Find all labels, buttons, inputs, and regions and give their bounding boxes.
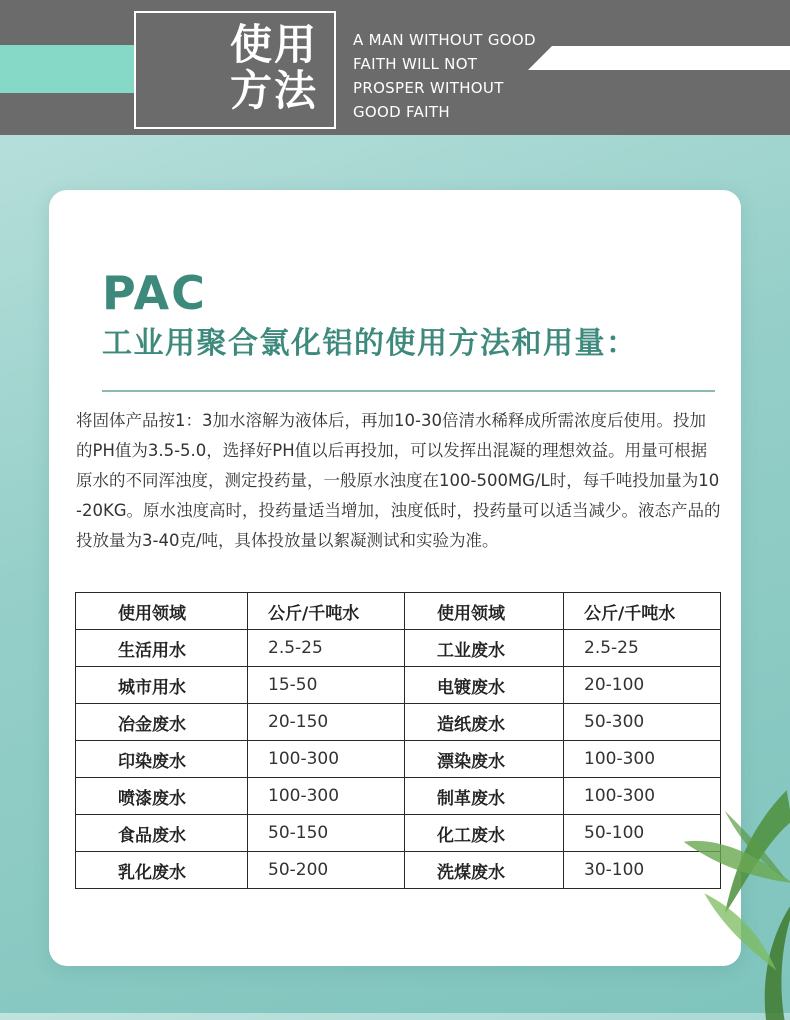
table-cell: 漂染废水 — [405, 741, 564, 778]
table-header-cell: 使用领域 — [76, 593, 248, 630]
table-cell: 100-300 — [248, 741, 405, 778]
slogan-line: GOOD FAITH — [353, 103, 450, 121]
table-cell: 15-50 — [248, 667, 405, 704]
slogan-line: A MAN WITHOUT GOOD — [353, 31, 536, 49]
table-cell: 印染废水 — [76, 741, 248, 778]
table-cell: 化工废水 — [405, 815, 564, 852]
table-header-cell: 公斤/千吨水 — [564, 593, 721, 630]
table-cell: 2.5-25 — [248, 630, 405, 667]
table-header-cell: 使用领域 — [405, 593, 564, 630]
slogan-line: FAITH WILL NOT — [353, 55, 478, 73]
table-cell: 生活用水 — [76, 630, 248, 667]
dosage-table — [75, 592, 721, 889]
table-cell: 50-100 — [564, 815, 721, 852]
table-cell: 100-300 — [564, 741, 721, 778]
table-cell: 电镀废水 — [405, 667, 564, 704]
section-title — [230, 22, 326, 114]
table-row — [76, 630, 721, 667]
content-card — [49, 190, 741, 966]
usage-description: 将固体产品按1：3加水溶解为液体后，再加10-30倍清水稀释成所需浓度后使用。投加的PH值为3.5-5.0，选择好PH值以后再投加，可以发挥出混凝的理想效益。用量可根据原水的不同浑浊度，测定投药量，一般原水浊度在100-500MG/L时，每千吨投加量为10-20KG。原水浊度高时，投药量适当增加，浊度低时，投药量可以适当减少。液态产品的投放量为3-40克/吨，具体投放量以絮凝测试和实验为准。 — [76, 411, 721, 550]
table-header-cell: 公斤/千吨水 — [248, 593, 405, 630]
table-cell: 20-150 — [248, 704, 405, 741]
table-row — [76, 741, 721, 778]
page-subtitle: 工业用聚合氯化铝的使用方法和用量： — [102, 326, 638, 361]
leaf-decoration-icon — [660, 780, 790, 1020]
table-cell: 城市用水 — [76, 667, 248, 704]
table-cell: 乳化废水 — [76, 852, 248, 889]
table-row — [76, 704, 721, 741]
table-cell: 50-200 — [248, 852, 405, 889]
table-cell: 2.5-25 — [564, 630, 721, 667]
table-cell: 20-100 — [564, 667, 721, 704]
table-cell: 100-300 — [248, 778, 405, 815]
table-row — [76, 852, 721, 889]
slogan — [353, 28, 553, 124]
table-row — [76, 667, 721, 704]
section-title-line2: 方法 — [230, 66, 319, 115]
slogan-line: PROSPER WITHOUT — [353, 79, 504, 97]
table-cell: 50-150 — [248, 815, 405, 852]
table-cell: 工业废水 — [405, 630, 564, 667]
table-cell: 50-300 — [564, 704, 721, 741]
table-cell: 造纸废水 — [405, 704, 564, 741]
table-cell: 食品废水 — [76, 815, 248, 852]
white-stripe — [528, 46, 790, 70]
product-name: PAC — [102, 266, 207, 320]
table-header-row — [76, 593, 721, 630]
divider — [102, 390, 715, 392]
header-banner — [0, 0, 790, 135]
table-cell: 喷漆废水 — [76, 778, 248, 815]
table-cell: 100-300 — [564, 778, 721, 815]
table-row — [76, 815, 721, 852]
table-cell: 制革废水 — [405, 778, 564, 815]
table-cell: 30-100 — [564, 852, 721, 889]
section-title-line1: 使用 — [230, 20, 319, 69]
table-cell: 洗煤废水 — [405, 852, 564, 889]
table-row — [76, 778, 721, 815]
table-cell: 冶金废水 — [76, 704, 248, 741]
